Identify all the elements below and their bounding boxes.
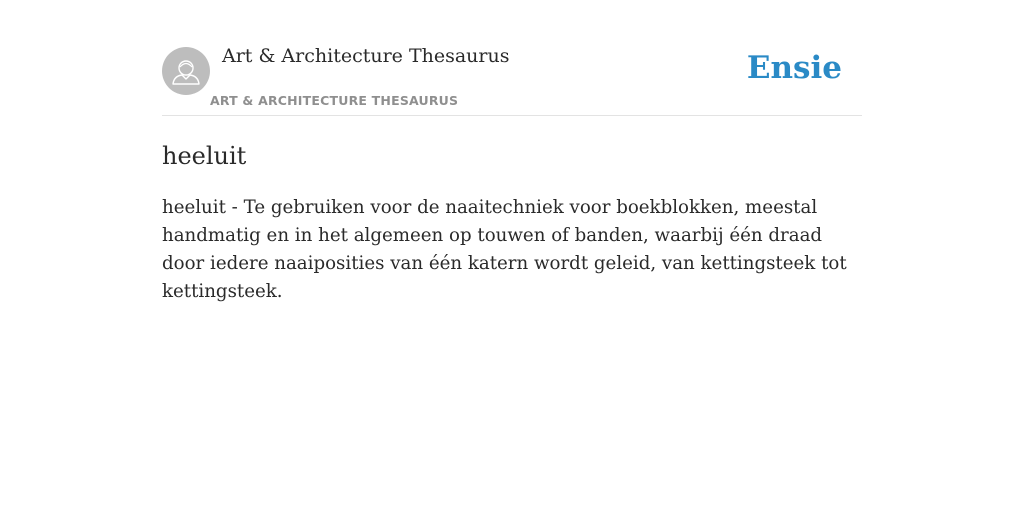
author-name[interactable]: Art & Architecture Thesaurus	[222, 45, 510, 67]
brand-logo[interactable]: Ensie	[746, 50, 842, 86]
entry-header	[162, 0, 862, 116]
author-avatar[interactable]	[162, 47, 210, 95]
source-label[interactable]: ART & ARCHITECTURE THESAURUS	[210, 93, 459, 108]
page-content	[162, 0, 862, 306]
user-icon	[162, 47, 210, 95]
entry-definition: heeluit - Te gebruiken voor de naaitechniek voor boekblokken, meestal handmatig en in het algemeen op touwen of banden, waarbij één draad door iedere naaiposities van één katern wordt geleid, van kettingsteek tot kettingsteek.	[162, 197, 847, 302]
entry-term: heeluit	[162, 142, 247, 170]
